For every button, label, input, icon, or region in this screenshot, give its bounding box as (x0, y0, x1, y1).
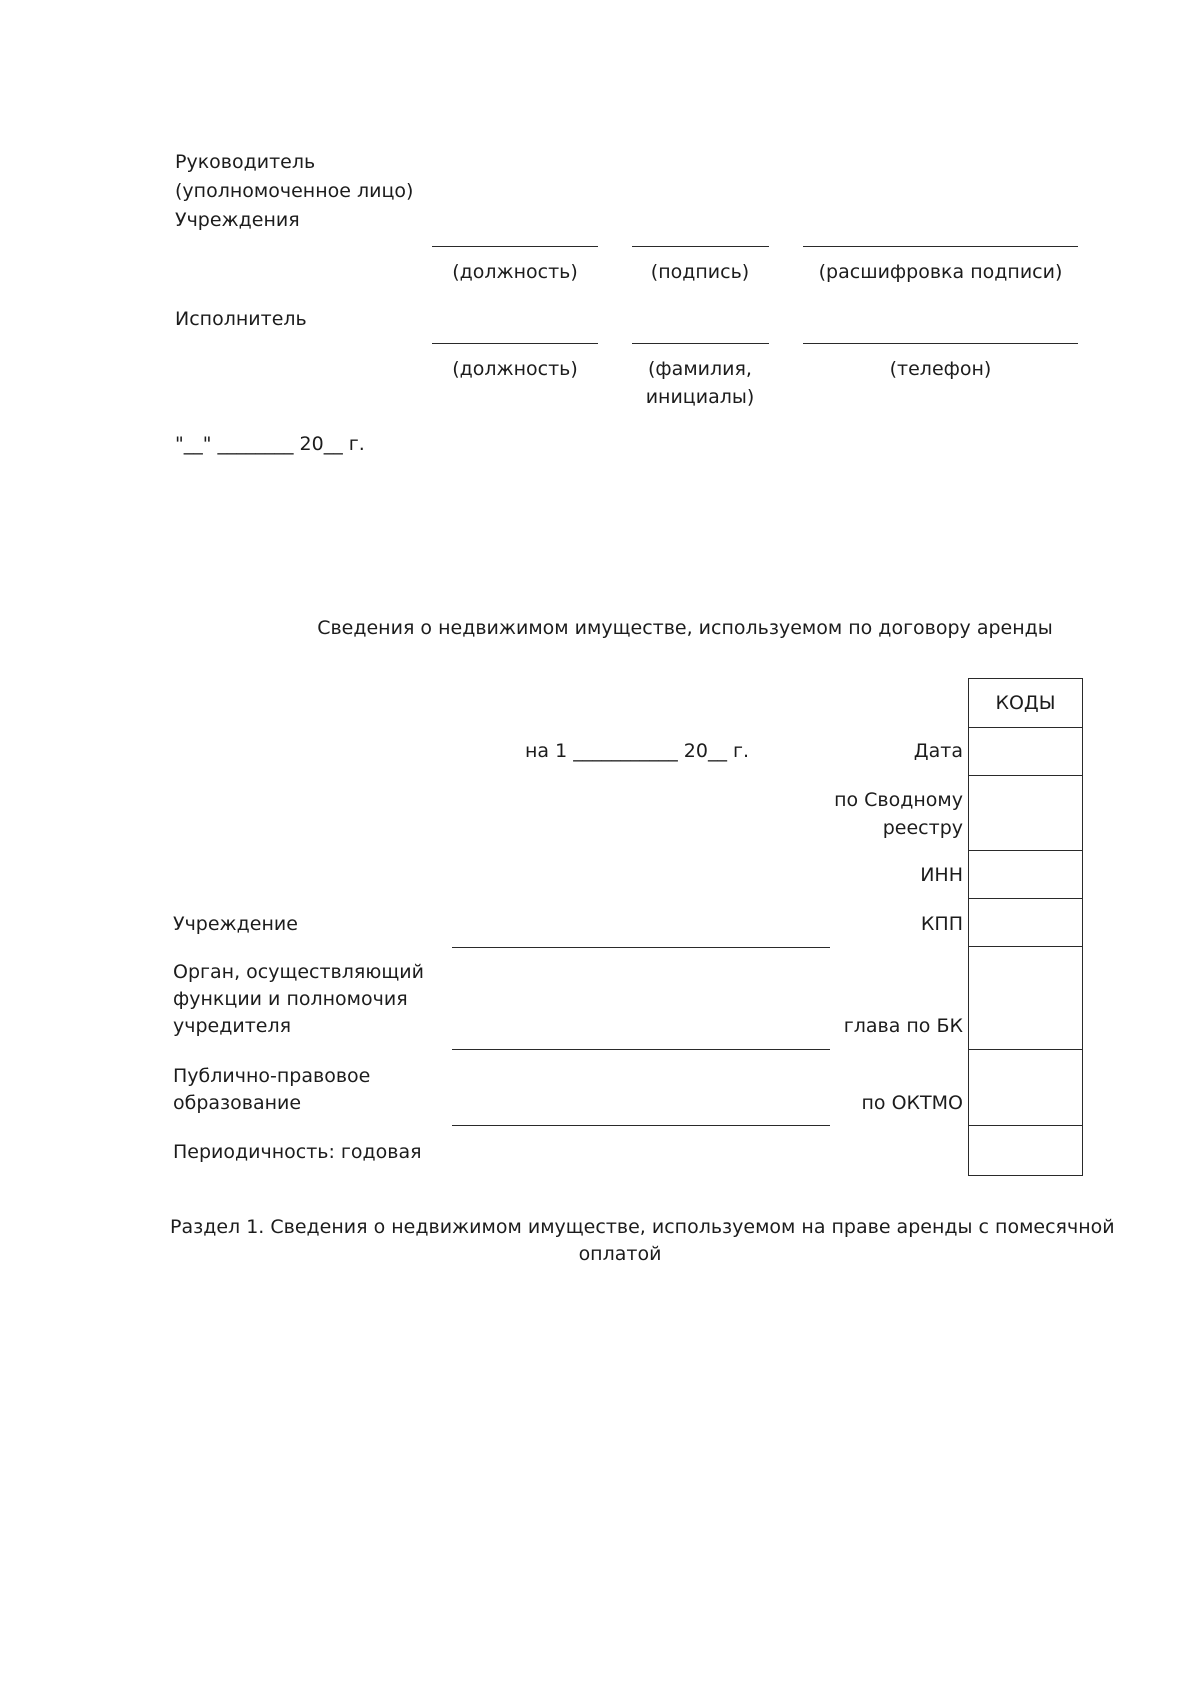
head-title-line1: Руководитель (175, 151, 316, 173)
head-title-line2: (уполномоченное лицо) (175, 180, 414, 202)
field-founder-label-line1: Орган, осуществляющий (173, 961, 424, 983)
field-founder-line[interactable] (452, 1049, 830, 1050)
code-cell-inn[interactable] (969, 850, 1082, 898)
code-label-oktmo: по ОКТМО (861, 1092, 963, 1114)
codes-table (968, 678, 1083, 1176)
field-founder-label-line2: функции и полномочия (173, 988, 408, 1010)
field-periodicity: Периодичность: годовая (173, 1141, 422, 1163)
executor-phone-line[interactable] (803, 343, 1078, 344)
field-institution-line[interactable] (452, 947, 830, 948)
executor-label: Исполнитель (175, 308, 307, 330)
head-title-line3: Учреждения (175, 209, 300, 231)
executor-name-line[interactable] (632, 343, 769, 344)
field-founder-label-line3: учредителя (173, 1015, 292, 1037)
report-as-of-date: на 1 ___________ 20__ г. (525, 740, 750, 762)
code-cell-registry[interactable] (969, 775, 1082, 850)
section1-heading-line2: оплатой (578, 1243, 662, 1265)
executor-name-caption-line2: инициалы) (645, 386, 755, 408)
code-label-registry-line2: реестру (882, 817, 963, 839)
executor-position-caption: (должность) (452, 358, 578, 380)
field-public-entity-label-line1: Публично-правовое (173, 1065, 371, 1087)
code-label-date: Дата (913, 740, 963, 762)
head-transcript-caption: (расшифровка подписи) (818, 261, 1063, 283)
code-label-registry-line1: по Сводному (834, 789, 963, 811)
executor-phone-caption: (телефон) (889, 358, 992, 380)
code-label-bk: глава по БК (843, 1015, 963, 1037)
executor-name-caption-line1: (фамилия, (648, 358, 752, 380)
code-label-kpp: КПП (920, 913, 963, 935)
field-institution-label: Учреждение (173, 913, 298, 935)
head-position-caption: (должность) (452, 261, 578, 283)
codes-header: КОДЫ (995, 692, 1056, 714)
section1-heading-line1: Раздел 1. Сведения о недвижимом имуществе, используемом на праве аренды с помесячной (170, 1216, 1115, 1238)
head-position-line[interactable] (432, 246, 598, 247)
code-cell-date[interactable] (969, 727, 1082, 775)
report-title: Сведения о недвижимом имуществе, используемом по договору аренды (317, 617, 1053, 639)
field-public-entity-line[interactable] (452, 1125, 830, 1126)
executor-position-line[interactable] (432, 343, 598, 344)
head-transcript-line[interactable] (803, 246, 1078, 247)
code-cell-oktmo[interactable] (969, 1049, 1082, 1125)
code-cell-periodicity[interactable] (969, 1125, 1082, 1176)
code-cell-kpp[interactable] (969, 898, 1082, 946)
signature-date: "__" ________ 20__ г. (175, 433, 365, 455)
field-public-entity-label-line2: образование (173, 1092, 302, 1114)
code-label-inn: ИНН (920, 864, 963, 886)
head-signature-caption: (подпись) (650, 261, 750, 283)
head-signature-line[interactable] (632, 246, 769, 247)
code-cell-bk[interactable] (969, 946, 1082, 1049)
